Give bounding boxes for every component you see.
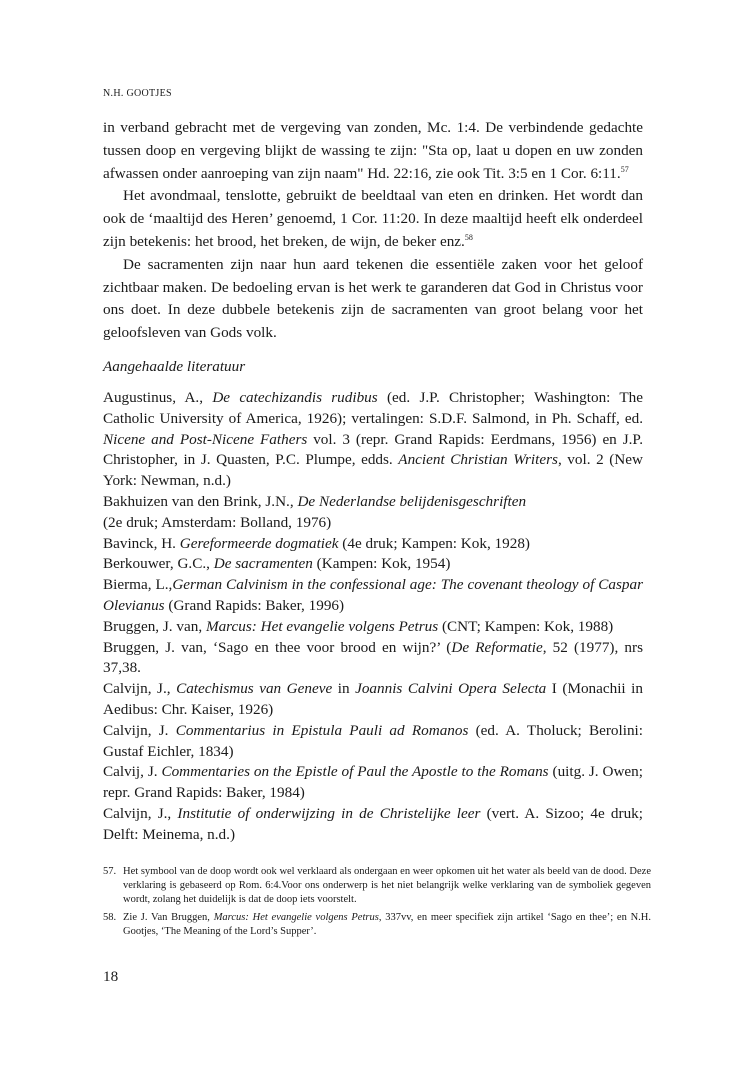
paragraph: De sacramenten zijn naar hun aard tekenen die essentiële zaken voor het geloof zichtbaar maken. De bedoeling ervan is het werk te garanderen dat God in Christus voor ons doet. In deze dubbele betekenis zijn de sacramenten van groot belang voor het geloofsleven van Gods volk.: [103, 255, 643, 342]
bibliography-entry: Bruggen, J. van, ‘Sago en thee voor brood en wijn?’ (De Reformatie, 52 (1977), nrs 37,38.: [103, 638, 643, 677]
bibliography-entry: Calvijn, J., Catechismus van Geneve in Joannis Calvini Opera Selecta I (Monachii in Aedibus: Chr. Kaiser, 1926): [103, 680, 643, 718]
bibliography-entry: (2e druk; Amsterdam: Bolland, 1976): [103, 513, 332, 531]
bibliography-entry: Bierma, L.,German Calvinism in the confessional age: The covenant theology of Caspar Olevianus (Grand Rapids: Baker, 1996): [103, 576, 643, 614]
bibliography-entry: Calvij, J. Commentaries on the Epistle of Paul the Apostle to the Romans (uitg. J. Owen; repr. Grand Rapids: Baker, 1984): [103, 763, 643, 802]
paragraph: in verband gebracht met de vergeving van zonden, Mc. 1:4. De verbindende gedachte tussen doop en vergeving blijkt de wassing te zijn: "Sta op, laat u dopen en uw zonden afwassen onder aanroeping van zijn naam" Hd. 22:16, zie ook Tit. 3:5 en 1 Cor. 6:11.57: [103, 119, 643, 182]
footnote-57: [103, 865, 651, 907]
footnote-text: Zie J. Van Bruggen, Marcus: Het evangelie volgens Petrus, 337vv, en meer specifiek zijn artikel ‘Sago en thee’; en N.H. Gootjes, ‘The Meaning of the Lord’s Supper’.: [123, 912, 652, 937]
page-number: 18: [103, 968, 119, 985]
bibliography-list: [103, 388, 643, 846]
bibliography-entry: Bavinck, H. Gereformeerde dogmatiek (4e druk; Kampen: Kok, 1928): [103, 534, 530, 552]
bibliography-entry: Calvijn, J. Commentarius in Epistula Pauli ad Romanos (ed. A. Tholuck; Berolini: Gustaf Eichler, 1834): [103, 721, 643, 760]
bibliography-entry: Bakhuizen van den Brink, J.N., De Nederlandse belijdenisgeschriften: [103, 492, 527, 510]
footnotes: [103, 865, 651, 943]
bibliography-heading: Aangehaalde literatuur: [103, 358, 246, 375]
running-head: N.H. GOOTJES: [103, 88, 172, 99]
footnote-number: 58.: [103, 912, 117, 923]
bibliography-entry: Calvijn, J., Institutie of onderwijzing in de Christelijke leer (vert. A. Sizoo; 4e druk; Delft: Meinema, n.d.): [103, 804, 643, 843]
paragraph: Het avondmaal, tenslotte, gebruikt de beeldtaal van eten en drinken. Het wordt dan ook de ‘maaltijd des Heren’ genoemd, 1 Cor. 11:20. In deze maaltijd heeft elk onderdeel zijn betekenis: het brood, het breken, de wijn, de beker enz.$^{58}$: [103, 187, 643, 250]
bibliography-entry: Augustinus, A., De catechizandis rudibus (ed. J.P. Christopher; Washington: The Catholic University of America, 1926); vertalingen: S.D.F. Salmond, in Ph. Schaff, ed. Nicene and Post-Nicene Fathers vol. 3 (repr. Grand Rapids: Eerdmans, 1956) en J.P. Christopher, in J. Quasten, P.C. Plumpe, edds. Ancient Christian Writers, vol. 2 (New York: Newman, n.d.): [103, 389, 644, 490]
footnote-text: Het symbool van de doop wordt ook wel verklaard als ondergaan en weer opkomen uit het water als beeld van de dood. Deze verklaring is gebaseerd op Rom. 6:4.Voor ons onderwerp is het niet belangrijk welke verklaring van de symboliek gegeven wordt, zolang het duidelijk is dat de doop iets voorstelt.: [123, 866, 651, 905]
footnote-ref[interactable]: 58: [464, 232, 473, 242]
body-text: [103, 117, 643, 345]
bibliography-entry: Bruggen, J. van, Marcus: Het evangelie volgens Petrus (CNT; Kampen: Kok, 1988): [103, 617, 614, 635]
bibliography-entry: Berkouwer, G.C., De sacramenten (Kampen: Kok, 1954): [103, 555, 451, 573]
footnote-ref[interactable]: 57: [620, 164, 629, 174]
footnote-number: 57.: [103, 866, 117, 877]
footnote-58: [103, 911, 651, 939]
